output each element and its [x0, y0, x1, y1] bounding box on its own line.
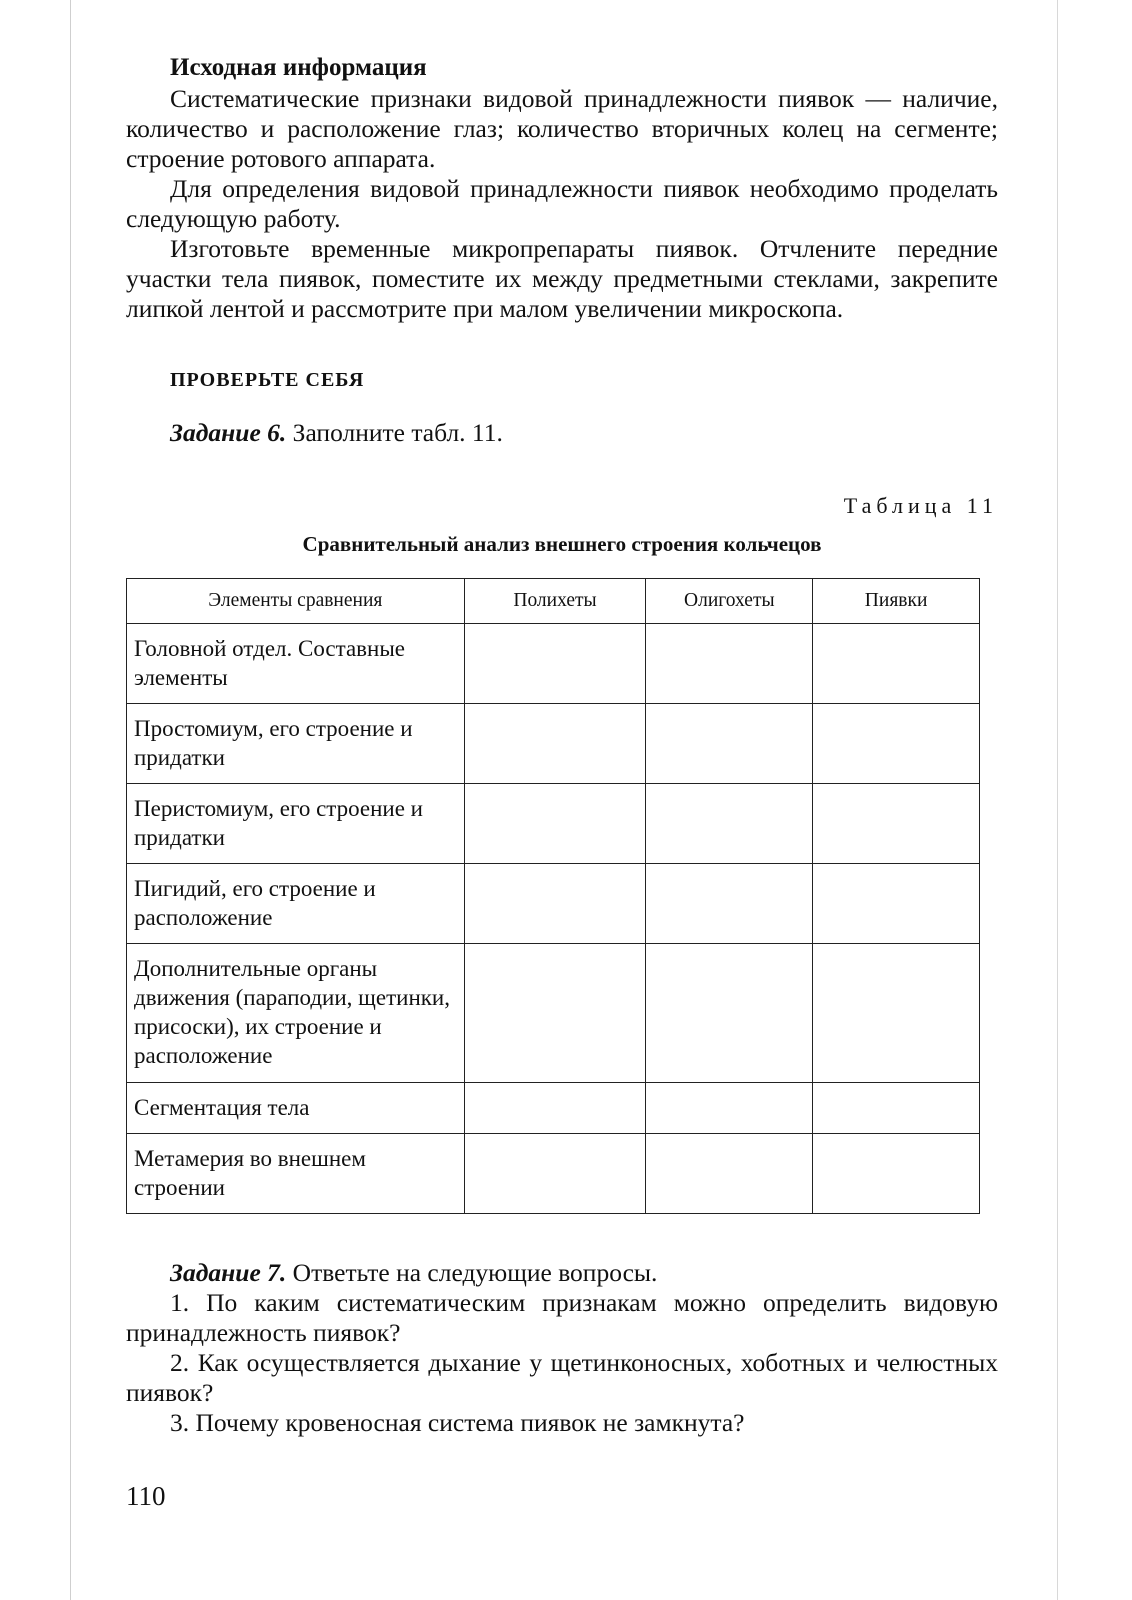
task-7-label: Задание 7.	[170, 1258, 287, 1287]
page-number: 110	[126, 1481, 166, 1511]
answer-cell-polychaetes[interactable]	[464, 704, 646, 784]
table-header-row	[127, 579, 980, 624]
answer-cell-leeches[interactable]	[813, 1134, 980, 1214]
answer-cell-polychaetes[interactable]	[464, 1134, 646, 1214]
row-label: Простомиум, его строение и придатки	[127, 704, 465, 784]
answer-cell-leeches[interactable]	[813, 784, 980, 864]
row-label: Перистомиум, его строение и придатки	[127, 784, 465, 864]
task-7	[170, 1258, 998, 1288]
task-6-text: Заполните табл. 11.	[286, 418, 503, 447]
header-elements: Элементы сравнения	[127, 579, 465, 624]
answer-cell-leeches[interactable]	[813, 704, 980, 784]
page-content	[126, 52, 998, 1438]
comparison-table	[126, 578, 980, 1214]
row-label: Дополнительные органы движения (параподии, щетинки, присоски), их строение и расположение	[127, 944, 465, 1083]
answer-cell-leeches[interactable]	[813, 624, 980, 704]
intro-paragraph-3: Изготовьте временные микропрепараты пиявок. Отчлените передние участки тела пиявок, поместите их между предметными стеклами, закрепите липкой лентой и рассмотрите при малом увеличении микроскопа.	[126, 234, 998, 323]
answer-cell-polychaetes[interactable]	[464, 1083, 646, 1134]
answer-cell-leeches[interactable]	[813, 944, 980, 1083]
question-2: 2. Как осуществляется дыхание у щетинконосных, хоботных и челюстных пиявок?	[126, 1348, 998, 1407]
header-leeches: Пиявки	[813, 579, 980, 624]
header-oligochaetes: Олигохеты	[646, 579, 813, 624]
table-row	[127, 704, 980, 784]
answer-cell-oligochaetes[interactable]	[646, 784, 813, 864]
table-row	[127, 784, 980, 864]
table-row	[127, 864, 980, 944]
header-polychaetes: Полихеты	[464, 579, 646, 624]
answer-cell-polychaetes[interactable]	[464, 944, 646, 1083]
answer-cell-leeches[interactable]	[813, 864, 980, 944]
answer-cell-polychaetes[interactable]	[464, 784, 646, 864]
answer-cell-oligochaetes[interactable]	[646, 624, 813, 704]
answer-cell-leeches[interactable]	[813, 1083, 980, 1134]
table-label: Таблица 11	[843, 493, 998, 518]
check-yourself-heading: ПРОВЕРЬТЕ СЕБЯ	[170, 369, 365, 391]
answer-cell-oligochaetes[interactable]	[646, 1134, 813, 1214]
answer-cell-polychaetes[interactable]	[464, 624, 646, 704]
answer-cell-oligochaetes[interactable]	[646, 864, 813, 944]
answer-cell-polychaetes[interactable]	[464, 864, 646, 944]
answer-cell-oligochaetes[interactable]	[646, 944, 813, 1083]
page-edge-right	[1057, 0, 1058, 1600]
table-row	[127, 1134, 980, 1214]
answer-cell-oligochaetes[interactable]	[646, 704, 813, 784]
task-6-label: Задание 6.	[170, 418, 287, 447]
table-row	[127, 944, 980, 1083]
row-label: Головной отдел. Составные элементы	[127, 624, 465, 704]
question-3: 3. Почему кровеносная система пиявок не замкнута?	[170, 1408, 745, 1437]
question-1: 1. По каким систематическим признакам можно определить видовую принадлежность пиявок?	[126, 1288, 998, 1347]
row-label: Пигидий, его строение и расположение	[127, 864, 465, 944]
answer-cell-oligochaetes[interactable]	[646, 1083, 813, 1134]
intro-paragraph-1: Систематические признаки видовой принадлежности пиявок — наличие, количество и расположение глаз; количество вторичных колец на сегменте; строение ротового аппарата.	[126, 84, 998, 173]
table-row	[127, 1083, 980, 1134]
table-row	[127, 624, 980, 704]
task-7-text: Ответьте на следующие вопросы.	[286, 1258, 658, 1287]
section-heading: Исходная информация	[170, 54, 427, 81]
table-title: Сравнительный анализ внешнего строения кольчецов	[302, 532, 822, 556]
page-edge-left	[70, 0, 71, 1600]
row-label: Метамерия во внешнем строении	[127, 1134, 465, 1214]
task-6	[170, 418, 998, 448]
row-label: Сегментация тела	[127, 1083, 465, 1134]
intro-paragraph-2: Для определения видовой принадлежности пиявок необходимо проделать следующую работу.	[126, 174, 998, 233]
